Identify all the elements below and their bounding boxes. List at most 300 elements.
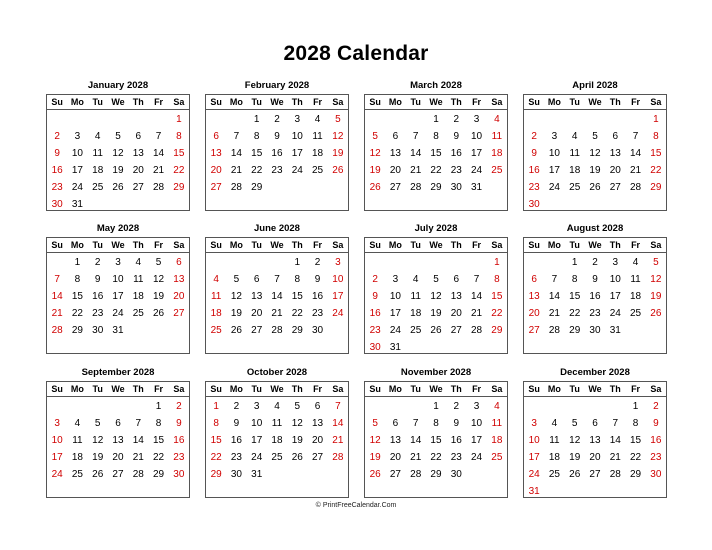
month-calendar: [46, 221, 190, 359]
empty-day-cell: [128, 398, 148, 415]
weekday-label: We: [270, 97, 284, 107]
day-cell: 29: [430, 182, 442, 193]
day-cell: 17: [51, 452, 63, 463]
day-cell: 10: [528, 435, 540, 446]
day-cell: 18: [210, 308, 222, 319]
day-cell: 21: [153, 165, 165, 176]
empty-day-cell: [426, 254, 446, 271]
day-cell: 4: [494, 401, 500, 412]
day-cell: 25: [491, 452, 503, 463]
day-cell: 3: [473, 114, 480, 125]
month-table: [46, 94, 190, 211]
month-title: July 2028: [414, 223, 458, 234]
day-cell: 6: [453, 274, 460, 285]
day-cell: 22: [173, 165, 185, 176]
day-cell: 12: [569, 435, 581, 446]
day-cell: 24: [471, 452, 483, 463]
day-cell: 29: [291, 325, 303, 336]
month-title: March 2028: [410, 80, 462, 91]
day-cell: 12: [230, 291, 242, 302]
month-title: April 2028: [572, 80, 618, 91]
weekday-header-row: [365, 95, 507, 110]
empty-day-cell: [446, 254, 466, 271]
weekday-label: Sa: [650, 240, 662, 250]
empty-day-cell: [385, 111, 405, 128]
weekday-label: We: [270, 384, 284, 394]
empty-day-cell: [128, 111, 148, 128]
day-cell: 22: [251, 165, 263, 176]
weekday-header-row: [47, 382, 189, 397]
day-cell: 14: [230, 148, 242, 159]
day-cell: 24: [609, 308, 621, 319]
day-cell: 13: [210, 148, 222, 159]
day-cell: 6: [392, 418, 399, 429]
weekday-label: Sa: [173, 384, 185, 394]
day-cell: 2: [274, 114, 280, 125]
day-cell: 12: [369, 148, 381, 159]
day-cell: 31: [71, 199, 83, 210]
weekday-label: Mo: [70, 240, 84, 250]
weekday-label: Fr: [631, 384, 641, 394]
weekday-label: Fr: [472, 240, 482, 250]
day-cell: 26: [291, 452, 303, 463]
day-cell: 26: [589, 182, 601, 193]
empty-day-cell: [585, 398, 605, 415]
day-cell: 28: [51, 325, 63, 336]
day-cell: 19: [153, 291, 165, 302]
day-cell: 14: [332, 418, 344, 429]
day-cell: 1: [494, 257, 500, 268]
month-table: [364, 381, 508, 498]
weekday-label: Th: [450, 384, 462, 394]
day-cell: 18: [132, 291, 144, 302]
day-cell: 10: [332, 274, 344, 285]
day-cell: 25: [210, 325, 222, 336]
day-cell: 28: [230, 182, 242, 193]
day-cell: 26: [430, 325, 442, 336]
weekday-label: Mo: [229, 240, 243, 250]
day-cell: 25: [548, 469, 560, 480]
day-cell: 3: [612, 257, 619, 268]
day-cell: 9: [372, 291, 378, 302]
footer: [0, 502, 712, 509]
day-cell: 12: [153, 274, 165, 285]
day-cell: 22: [569, 308, 581, 319]
weekday-label: Tu: [410, 97, 421, 107]
day-cell: 14: [609, 435, 621, 446]
day-cell: 8: [74, 274, 81, 285]
day-cell: 10: [251, 418, 263, 429]
empty-day-cell: [206, 111, 226, 128]
day-cell: 10: [112, 274, 124, 285]
day-cell: 25: [92, 182, 104, 193]
day-cell: 16: [450, 148, 462, 159]
day-cell: 7: [473, 274, 480, 285]
day-cell: 15: [430, 435, 442, 446]
day-cell: 21: [609, 452, 621, 463]
day-cell: 13: [251, 291, 263, 302]
day-cell: 2: [453, 114, 460, 125]
day-cell: 5: [294, 401, 301, 412]
day-cell: 1: [74, 257, 81, 268]
weekday-label: Su: [210, 97, 222, 107]
day-cell: 24: [251, 452, 263, 463]
day-cell: 1: [433, 401, 439, 412]
empty-day-cell: [108, 111, 128, 128]
day-cell: 28: [410, 469, 422, 480]
day-cell: 4: [94, 131, 101, 142]
month-calendar: [523, 78, 667, 215]
day-cell: 8: [494, 274, 500, 285]
day-cell: 19: [291, 435, 303, 446]
day-cell: 13: [389, 148, 401, 159]
day-cell: 18: [491, 435, 503, 446]
day-cell: 24: [51, 469, 63, 480]
day-cell: 3: [392, 274, 399, 285]
day-cell: 30: [450, 469, 462, 480]
day-cell: 5: [335, 114, 341, 125]
day-cell: 15: [430, 148, 442, 159]
day-cell: 8: [653, 131, 659, 142]
empty-day-cell: [385, 254, 405, 271]
day-cell: 24: [548, 182, 560, 193]
day-cell: 21: [271, 308, 283, 319]
day-cell: 16: [92, 291, 104, 302]
day-cell: 13: [589, 435, 601, 446]
day-cell: 26: [153, 308, 165, 319]
day-cell: 26: [92, 469, 104, 480]
day-cell: 13: [312, 418, 324, 429]
day-cell: 20: [450, 308, 462, 319]
days-grid: [524, 253, 666, 339]
empty-day-cell: [226, 111, 246, 128]
day-cell: 19: [650, 291, 662, 302]
empty-day-cell: [247, 254, 267, 271]
day-cell: 23: [271, 165, 283, 176]
day-cell: 25: [491, 165, 503, 176]
day-cell: 2: [372, 274, 378, 285]
day-cell: 6: [115, 418, 121, 429]
month-title: January 2028: [87, 80, 149, 91]
empty-day-cell: [605, 111, 625, 128]
day-cell: 14: [153, 148, 165, 159]
day-cell: 30: [650, 469, 662, 480]
day-cell: 12: [589, 148, 601, 159]
day-cell: 12: [291, 418, 303, 429]
day-cell: 3: [473, 401, 480, 412]
day-cell: 22: [650, 165, 662, 176]
month-table: [364, 94, 508, 211]
month-table: [364, 237, 508, 354]
day-cell: 24: [528, 469, 540, 480]
day-cell: 14: [410, 148, 422, 159]
day-cell: 8: [253, 131, 260, 142]
month-title: September 2028: [81, 367, 155, 378]
month-title: October 2028: [246, 367, 308, 378]
days-grid: [365, 110, 507, 196]
day-cell: 22: [430, 165, 442, 176]
day-cell: 21: [230, 165, 242, 176]
empty-day-cell: [466, 254, 486, 271]
day-cell: 21: [410, 452, 422, 463]
day-cell: 17: [548, 165, 560, 176]
days-grid: [206, 110, 348, 196]
day-cell: 6: [314, 401, 321, 412]
day-cell: 4: [135, 257, 142, 268]
day-cell: 4: [494, 114, 500, 125]
day-cell: 16: [450, 435, 462, 446]
day-cell: 6: [253, 274, 260, 285]
month-title: November 2028: [400, 367, 472, 378]
empty-day-cell: [67, 398, 87, 415]
day-cell: 13: [389, 435, 401, 446]
day-cell: 5: [571, 418, 578, 429]
day-cell: 20: [132, 165, 144, 176]
days-grid: [47, 397, 189, 483]
empty-day-cell: [524, 254, 544, 271]
day-cell: 5: [653, 257, 659, 268]
month-calendar: [205, 78, 349, 215]
day-cell: 19: [112, 165, 124, 176]
day-cell: 28: [332, 452, 344, 463]
month-calendar: [46, 365, 190, 502]
day-cell: 17: [251, 435, 263, 446]
day-cell: 27: [132, 182, 144, 193]
day-cell: 6: [135, 131, 142, 142]
weekday-label: Fr: [631, 240, 641, 250]
day-cell: 29: [251, 182, 263, 193]
weekday-label: Mo: [229, 384, 243, 394]
day-cell: 29: [210, 469, 222, 480]
day-cell: 27: [389, 469, 401, 480]
weekday-label: Th: [609, 240, 621, 250]
month-calendar: [364, 365, 508, 502]
copyright-symbol: ©: [315, 502, 321, 509]
day-cell: 11: [410, 291, 421, 302]
day-cell: 15: [650, 148, 662, 159]
day-cell: 25: [71, 469, 83, 480]
day-cell: 7: [335, 401, 341, 412]
day-cell: 10: [471, 131, 483, 142]
weekday-label: Su: [51, 240, 63, 250]
empty-day-cell: [206, 254, 226, 271]
weekday-header-row: [365, 238, 507, 253]
day-cell: 30: [528, 199, 540, 210]
empty-day-cell: [365, 398, 385, 415]
empty-day-cell: [544, 111, 564, 128]
day-cell: 14: [471, 291, 483, 302]
day-cell: 3: [531, 418, 537, 429]
weekday-label: Tu: [410, 384, 421, 394]
day-cell: 24: [71, 182, 83, 193]
day-cell: 12: [92, 435, 104, 446]
day-cell: 7: [412, 131, 419, 142]
day-cell: 28: [471, 325, 483, 336]
day-cell: 1: [632, 401, 639, 412]
day-cell: 26: [332, 165, 344, 176]
day-cell: 29: [630, 469, 642, 480]
day-cell: 1: [653, 114, 659, 125]
weekday-label: Sa: [173, 240, 185, 250]
day-cell: 16: [312, 291, 324, 302]
day-cell: 30: [589, 325, 601, 336]
day-cell: 27: [389, 182, 401, 193]
days-grid: [47, 253, 189, 339]
day-cell: 2: [314, 257, 321, 268]
day-cell: 15: [153, 435, 165, 446]
day-cell: 30: [92, 325, 104, 336]
day-cell: 7: [412, 418, 419, 429]
day-cell: 13: [450, 291, 462, 302]
day-cell: 7: [135, 418, 142, 429]
day-cell: 19: [92, 452, 104, 463]
day-cell: 9: [653, 418, 659, 429]
day-cell: 27: [450, 325, 462, 336]
empty-day-cell: [406, 398, 426, 415]
weekday-label: Mo: [388, 384, 402, 394]
day-cell: 6: [213, 131, 219, 142]
month-table: [205, 237, 349, 354]
day-cell: 31: [389, 342, 401, 353]
empty-day-cell: [524, 398, 544, 415]
day-cell: 19: [569, 452, 581, 463]
day-cell: 10: [548, 148, 560, 159]
day-cell: 23: [528, 182, 540, 193]
weekday-label: Sa: [491, 240, 503, 250]
day-cell: 17: [291, 148, 303, 159]
weekday-label: Su: [369, 240, 381, 250]
footer-website-text: PrintFreeCalendar.Com: [322, 502, 397, 509]
month-calendar: [46, 78, 190, 215]
weekday-label: Su: [51, 384, 63, 394]
day-cell: 31: [609, 325, 621, 336]
weekday-header-row: [47, 238, 189, 253]
day-cell: 18: [410, 308, 422, 319]
empty-day-cell: [524, 111, 544, 128]
day-cell: 24: [471, 165, 483, 176]
day-cell: 24: [112, 308, 124, 319]
day-cell: 4: [274, 401, 280, 412]
day-cell: 30: [312, 325, 324, 336]
day-cell: 19: [332, 148, 344, 159]
days-grid: [47, 110, 189, 213]
day-cell: 15: [630, 435, 642, 446]
day-cell: 31: [471, 182, 483, 193]
day-cell: 5: [94, 418, 101, 429]
day-cell: 5: [372, 418, 378, 429]
day-cell: 9: [176, 418, 182, 429]
weekday-header-row: [524, 238, 666, 253]
month-title: August 2028: [566, 223, 624, 234]
month-calendar: [205, 221, 349, 359]
day-cell: 2: [54, 131, 60, 142]
day-cell: 4: [412, 274, 419, 285]
day-cell: 25: [410, 325, 422, 336]
weekday-label: Mo: [547, 97, 561, 107]
day-cell: 1: [176, 114, 182, 125]
weekday-label: Fr: [313, 384, 323, 394]
day-cell: 6: [392, 131, 399, 142]
weekday-label: Mo: [547, 240, 561, 250]
day-cell: 3: [54, 418, 60, 429]
month-table: [46, 381, 190, 498]
day-cell: 6: [176, 257, 182, 268]
empty-day-cell: [625, 111, 645, 128]
weekday-header-row: [524, 95, 666, 110]
weekday-label: Th: [291, 240, 303, 250]
day-cell: 15: [291, 291, 303, 302]
day-cell: 14: [410, 435, 422, 446]
day-cell: 17: [389, 308, 401, 319]
day-cell: 6: [592, 418, 598, 429]
weekday-label: Mo: [229, 97, 243, 107]
day-cell: 10: [389, 291, 401, 302]
day-cell: 3: [551, 131, 558, 142]
day-cell: 17: [471, 148, 483, 159]
day-cell: 12: [332, 131, 344, 142]
day-cell: 5: [155, 257, 162, 268]
day-cell: 11: [271, 418, 283, 429]
day-cell: 15: [251, 148, 263, 159]
empty-day-cell: [406, 254, 426, 271]
day-cell: 4: [571, 131, 578, 142]
weekday-label: Su: [51, 97, 63, 107]
day-cell: 29: [173, 182, 185, 193]
weekday-label: We: [429, 384, 443, 394]
day-cell: 17: [471, 435, 483, 446]
day-cell: 23: [450, 165, 462, 176]
day-cell: 19: [369, 165, 381, 176]
day-cell: 30: [173, 469, 185, 480]
weekday-label: We: [429, 97, 443, 107]
day-cell: 8: [632, 418, 639, 429]
day-cell: 30: [230, 469, 242, 480]
day-cell: 29: [71, 325, 83, 336]
weekday-label: We: [111, 97, 125, 107]
weekday-label: Tu: [92, 97, 103, 107]
day-cell: 29: [569, 325, 581, 336]
month-title: February 2028: [244, 80, 310, 91]
day-cell: 15: [173, 148, 185, 159]
day-cell: 21: [548, 308, 560, 319]
day-cell: 19: [369, 452, 381, 463]
day-cell: 23: [51, 182, 63, 193]
weekday-label: Fr: [154, 240, 164, 250]
day-cell: 9: [233, 418, 240, 429]
weekday-label: Th: [132, 97, 144, 107]
weekday-label: We: [588, 97, 602, 107]
day-cell: 12: [369, 435, 381, 446]
weekday-label: Tu: [251, 240, 262, 250]
weekday-label: Mo: [70, 384, 84, 394]
day-cell: 25: [271, 452, 283, 463]
day-cell: 5: [233, 274, 240, 285]
day-cell: 23: [369, 325, 381, 336]
day-cell: 18: [548, 452, 560, 463]
day-cell: 9: [274, 131, 280, 142]
day-cell: 18: [569, 165, 581, 176]
weekday-label: Sa: [332, 384, 344, 394]
day-cell: 8: [294, 274, 301, 285]
day-cell: 23: [450, 452, 462, 463]
weekday-label: Mo: [70, 97, 84, 107]
weekday-label: Tu: [410, 240, 421, 250]
day-cell: 10: [291, 131, 303, 142]
day-cell: 22: [430, 452, 442, 463]
day-cell: 6: [612, 131, 619, 142]
day-cell: 13: [609, 148, 621, 159]
day-cell: 11: [630, 274, 641, 285]
